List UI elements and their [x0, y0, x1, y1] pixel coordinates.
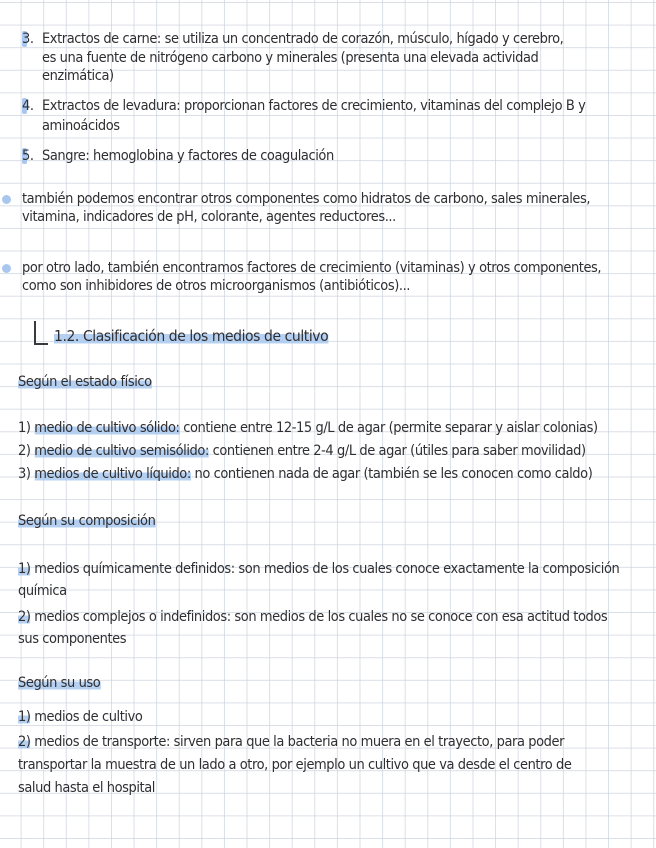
subheading-composicion: Según su composición [18, 513, 156, 529]
list-item-line: Extractos de carne: se utiliza un concentrado de corazón, músculo, hígado y cerebro, [42, 31, 564, 47]
list-number: 3. [22, 31, 34, 47]
section-heading: 1.2. Clasificación de los medios de cultivo [54, 327, 329, 345]
bullet-line: por otro lado, también encontramos factores de crecimiento (vitaminas) y otros componentes, [22, 260, 602, 276]
list-item-line: aminoácidos [42, 118, 120, 134]
list-item-line: Extractos de levadura: proporcionan factores de crecimiento, vitaminas del complejo B y [42, 98, 586, 114]
list-number: 5. [22, 148, 34, 164]
uso-item-cont: transportar la muestra de un lado a otro, por ejemplo un cultivo que va desde el centro de [18, 757, 572, 773]
subheading-uso: Según su uso [18, 675, 101, 691]
bullet-dot [2, 264, 11, 273]
composicion-item: 2) medios complejos o indefinidos: son medios de los cuales no se conoce con esa actitud todos [18, 609, 608, 625]
bullet-line: como son inhibidores de otros microorganismos (antibióticos)... [22, 278, 411, 294]
subheading-estado-fisico: Según el estado físico [18, 374, 152, 390]
uso-item-cont: salud hasta el hospital [18, 780, 156, 796]
estado-item: 1) medio de cultivo sólido: contiene entre 12-15 g/L de agar (permite separar y aislar colonias) [18, 420, 598, 436]
bullet-dot [2, 195, 11, 204]
uso-item: 2) medios de transporte: sirven para que la bacteria no muera en el trayecto, para poder [18, 734, 565, 750]
heading-elbow [34, 321, 48, 345]
list-item-line: es una fuente de nitrógeno carbono y minerales (presenta una elevada actividad [42, 50, 539, 66]
uso-item: 1) medios de cultivo [18, 709, 143, 725]
list-item-line: enzimática) [42, 68, 114, 84]
bullet-line: también podemos encontrar otros componentes como hidratos de carbono, sales minerales, [22, 191, 591, 207]
list-item-line: Sangre: hemoglobina y factores de coagulación [42, 148, 334, 164]
composicion-item-cont: sus componentes [18, 631, 127, 647]
composicion-item: 1) medios químicamente definidos: son medios de los cuales conoce exactamente la composición [18, 561, 620, 577]
estado-item: 2) medio de cultivo semisólido: contienen entre 2-4 g/L de agar (útiles para saber movilidad) [18, 443, 586, 459]
estado-item: 3) medios de cultivo líquido: no contienen nada de agar (también se les conocen como caldo) [18, 466, 593, 482]
bullet-line: vitamina, indicadores de pH, colorante, agentes reductores... [22, 209, 396, 225]
list-number: 4. [22, 98, 34, 114]
composicion-item-cont: química [18, 583, 67, 599]
